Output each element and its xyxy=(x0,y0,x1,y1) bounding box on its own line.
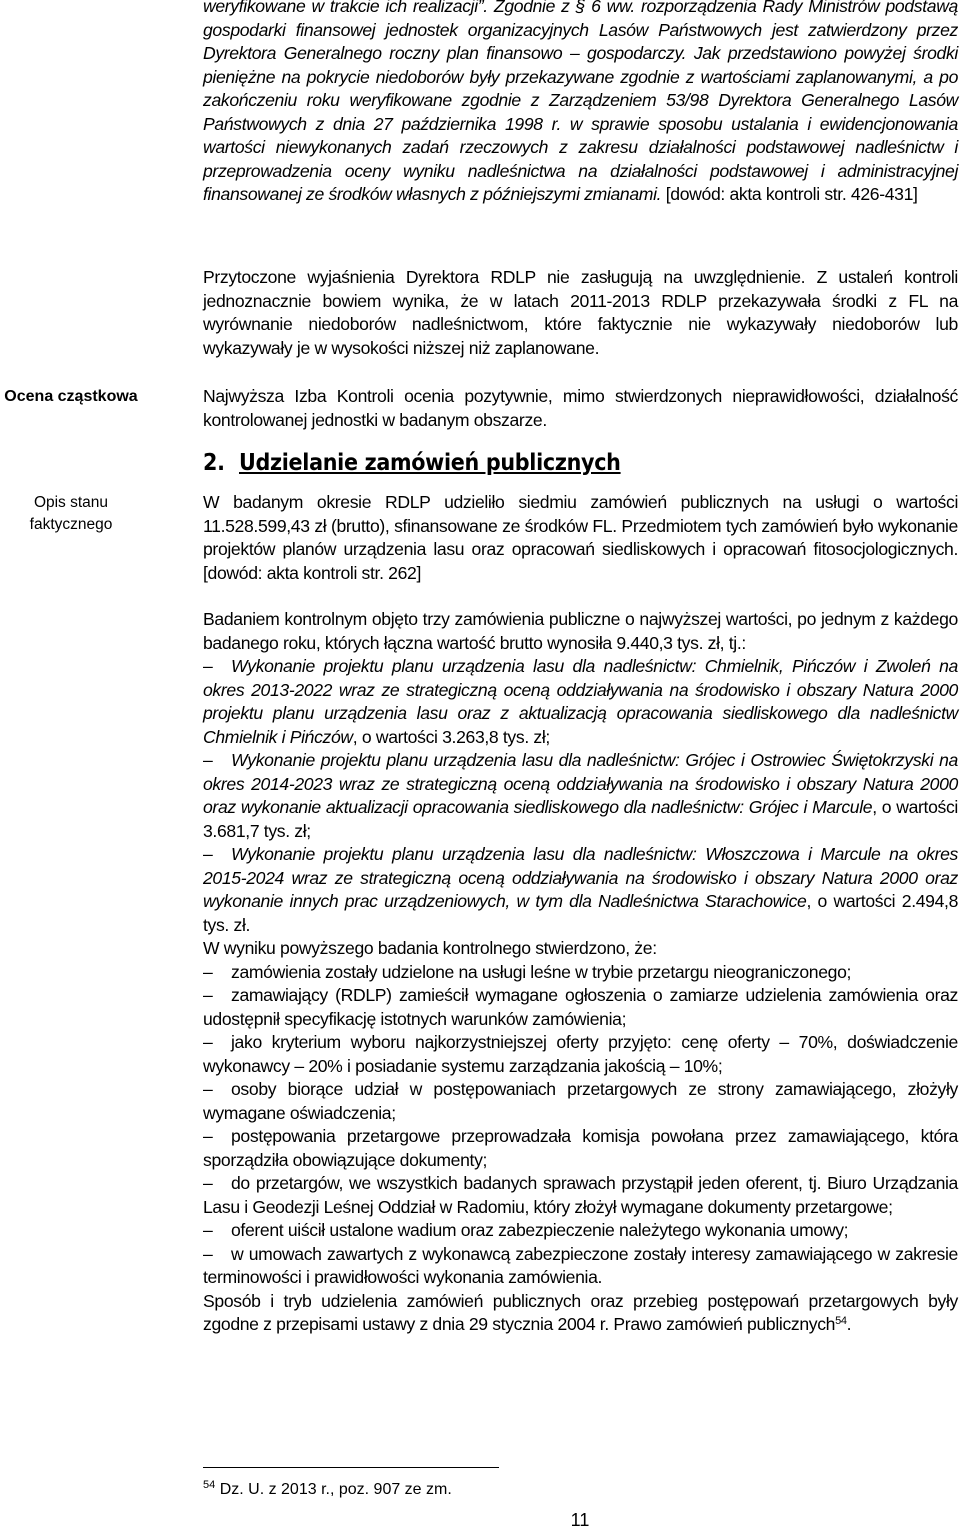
margin-label-opis-line1: Opis stanu xyxy=(33,494,109,511)
top-italic-text: weryfikowane w trakcie ich realizacji”. Zgodnie z § 6 ww. rozporządzenia Rady Ministrów podstawą gospodarki finansowej jednostek organizacyjnych Lasów Państwowych jest zatwierdzony przez Dyrektora Generalnego roczny plan finansowo – gospodarczy. Jak przedstawiono powyżej środki pieniężne na pokrycie niedoborów były przekazywane zgodnie z wartościami zaplanowanymi, a po zakończeniu roku weryfikowane zgodnie z Zarządzeniem 53/98 Dyrektora Generalnego Lasów Państwowych z dnia 27 października 1998 r. w sprawie sposobu ustalania i ewidencjonowania wartości niewykonanych zadań rzeczowych z zakresu działalności podstawowej nadleśnictw i przeprowadzenia oceny wyniku nadleśnictwa na działalności podstawowej i administracyjnej finansowanej ze środków własnych z późniejszymi zmianami. xyxy=(203,0,958,204)
paragraph-top xyxy=(203,0,958,207)
page-number: 11 xyxy=(570,1510,590,1530)
finding-item xyxy=(203,984,958,1031)
paragraph-wyjasnienia xyxy=(203,266,958,360)
dash-bullet: – xyxy=(203,961,213,982)
order-title: Wykonanie projektu planu urządzenia lasu dla nadleśnictw: Włoszczowa i Marcule na okres 2015-2024 wraz ze strategiczną oceną oddziaływania na środowisko i obszary Natura 2000 oraz wykonanie innych prac urządzeniowych, w tym dla Nadleśnictwa Starachowice xyxy=(203,844,958,911)
section-heading xyxy=(203,448,958,478)
finding-text: zamawiający (RDLP) zamieścił wymagane ogłoszenia o zamiarze udzielenia zamówienia oraz udostępnił specyfikację istotnych warunków zamówienia; xyxy=(203,985,958,1029)
paragraph-ocena xyxy=(203,385,958,432)
dash-bullet: – xyxy=(203,844,213,864)
s2-para1-text: W badanym okresie RDLP udzieliło siedmiu zamówień publicznych na usługi o wartości 11.528.599,43 zł (brutto), sfinansowane ze środków FL. Przedmiotem tych zamówień było wykonanie projektów planów urządzenia lasu oraz opracowań siedliskowych i opracowań fitosocjologicznych. [dowód: akta kontroli str. 262] xyxy=(203,492,958,583)
wyjasnienia-text: Przytoczone wyjaśnienia Dyrektora RDLP nie zasługują na uwzględnienie. Z ustaleń kontroli jednoznacznie bowiem wynika, że w latach 2011-2013 RDLP przekazywała środki z FL na wyrównanie niedoborów nadleśnictwom, które faktycznie nie wykazywały niedoborów lub wykazywały je w wysokości niższej niż zaplanowane. xyxy=(203,267,958,358)
finding-item xyxy=(203,1031,958,1078)
finding-item xyxy=(203,1125,958,1172)
s2-para2-intro: Badaniem kontrolnym objęto trzy zamówienia publiczne o najwyższej wartości, po jednym z każdego badanego roku, których łączna wartość brutto wynosiła 9.440,3 tys. zł, tj.: xyxy=(203,609,958,653)
order-value: , o wartości 2.494,8 tys. zł. xyxy=(203,891,959,935)
footnote-separator xyxy=(203,1467,499,1468)
order-value: , o wartości 3.263,8 tys. zł; xyxy=(352,726,550,747)
dash-bullet: – xyxy=(203,1032,213,1052)
margin-label-opis-line2: faktycznego xyxy=(29,516,113,533)
finding-text: do przetargów, we wszystkich badanych sprawach przystąpił jeden oferent, tj. Biuro Urządzania Lasu i Geodezji Leśnej Oddział w Radomiu, który złożył wymagane dokumenty przetargowe; xyxy=(203,1173,958,1217)
finding-text: w umowach zawartych z wykonawcą zabezpieczone zostały interesy zamawiającego w zakresie terminowości i prawidłowości wykonania zamówienia. xyxy=(203,1243,958,1287)
paragraph-s2-2 xyxy=(203,608,958,1337)
finding-text: jako kryterium wyboru najkorzystniejszej oferty przyjęto: cenę oferty – 70%, doświadczenie wykonawcy – 20% i posiadanie systemu zarządzania jakością – 10%; xyxy=(203,1032,958,1076)
footnote-mark: 54 xyxy=(203,1479,216,1491)
finding-text: postępowania przetargowe przeprowadzała komisja powołana przez zamawiającego, która sporządziła obowiązujące dokumenty; xyxy=(203,1126,958,1170)
ocena-text: Najwyższa Izba Kontroli ocenia pozytywnie, mimo stwierdzonych nieprawidłowości, działalność kontrolowanej jednostki w badanym obszarze. xyxy=(203,386,958,430)
order-value: , o wartości 3.681,7 tys. zł; xyxy=(203,797,958,841)
order-item xyxy=(203,843,958,937)
footnote xyxy=(203,1480,452,1500)
dash-bullet: – xyxy=(203,656,213,676)
conclusion-end: . xyxy=(846,1314,852,1334)
dash-bullet: – xyxy=(203,750,213,770)
top-evidence: [dowód: akta kontroli str. 426-431] xyxy=(661,184,918,204)
dash-bullet: – xyxy=(203,1220,213,1240)
paragraph-s2-1 xyxy=(203,491,958,585)
dash-bullet: – xyxy=(203,1079,213,1099)
conclusion xyxy=(203,1290,958,1337)
finding-item xyxy=(203,961,958,985)
conclusion-text: Sposób i tryb udzielenia zamówień publicznych oraz przebieg postępowań przetargowych były zgodne z przepisami ustawy z dnia 29 stycznia 2004 r. Prawo zamówień publicznych xyxy=(203,1290,958,1334)
section-number: 2. xyxy=(203,450,225,476)
order-item xyxy=(203,749,958,843)
finding-text: oferent uiścił ustalone wadium oraz zabezpieczenie należytego wykonania umowy; xyxy=(231,1220,849,1240)
finding-text: osoby biorące udział w postępowaniach przetargowych ze strony zamawiającego, złożyły wymagane oświadczenia; xyxy=(203,1079,958,1123)
footnote-reference[interactable]: 54 xyxy=(835,1315,847,1327)
findings-intro: W wyniku powyższego badania kontrolnego stwierdzono, że: xyxy=(203,938,657,958)
margin-label-ocena: Ocena cząstkowa xyxy=(4,388,138,405)
section-title: Udzielanie zamówień publicznych xyxy=(239,450,621,476)
order-item xyxy=(203,655,958,749)
footnote-text: Dz. U. z 2013 r., poz. 907 ze zm. xyxy=(215,1481,452,1498)
finding-item xyxy=(203,1078,958,1125)
finding-item xyxy=(203,1219,958,1243)
margin-label-opis xyxy=(0,492,142,536)
finding-item xyxy=(203,1172,958,1219)
dash-bullet: – xyxy=(203,1243,213,1264)
finding-item xyxy=(203,1243,958,1290)
order-title: Wykonanie projektu planu urządzenia lasu dla nadleśnictw: Chmielnik, Pińczów i Zwoleń na okres 2013-2022 wraz ze strategiczną oceną oddziaływania na środowisko i obszary Natura 2000 projektu planu urządzenia lasu oraz z aktualizacją opracowania siedliskowego dla nadleśnictw Chmielnik i Pińczów xyxy=(203,656,958,747)
dash-bullet: – xyxy=(203,1173,213,1193)
dash-bullet: – xyxy=(203,1126,213,1146)
dash-bullet: – xyxy=(203,985,213,1005)
finding-text: zamówienia zostały udzielone na usługi leśne w trybie przetargu nieograniczonego; xyxy=(231,961,852,982)
order-title: Wykonanie projektu planu urządzenia lasu dla nadleśnictw: Grójec i Ostrowiec Świętokrzyski na okres 2014-2023 wraz ze strategiczną oceną oddziaływania na środowisko i obszary Natura 2000 oraz wykonanie aktualizacji opracowania siedliskowego dla nadleśnictw: Grójec i Marcule xyxy=(203,750,958,817)
